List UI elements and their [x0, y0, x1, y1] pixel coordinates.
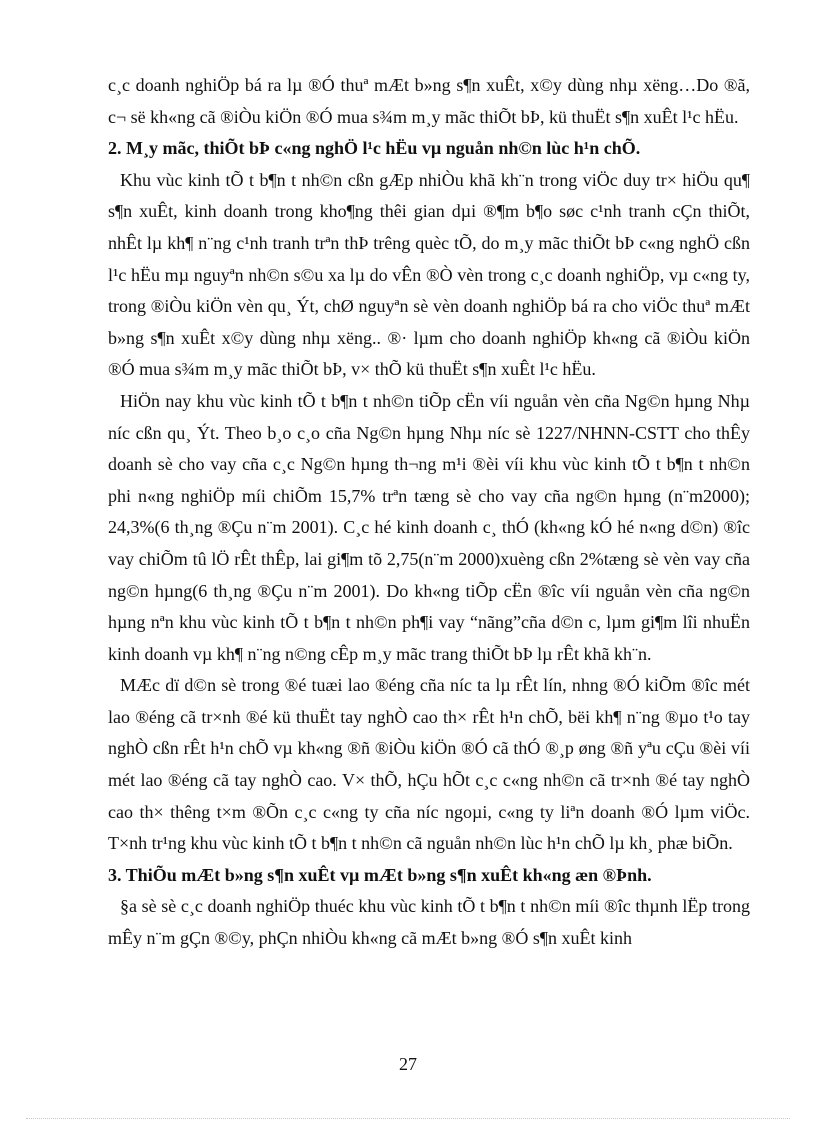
paragraph-machinery: Khu vùc kinh tÕ t b¶n t nh©n cßn gÆp nhiÒu khã kh¨n trong viÖc duy tr× hiÖu qu¶ s¶n xuÊt, kinh doanh trong kho¶ng thêi gian dµi ®¶m b¶o søc c¹nh tranh cÇn thiÕt, nhÊt lµ kh¶ n¨ng c¹nh tranh trªn thÞ trêng quèc tÕ, do m¸y mãc thiÕt bÞ c«ng nghÖ cßn l¹c hËu mµ nguyªn nh©n s©u xa lµ do vÊn ®Ò vèn trong c¸c doanh nghiÖp, vµ c«ng ty, trong ®iÒu kiÖn vèn qu¸ Ýt, chØ nguyªn sè vèn doanh nghiÖp bá ra cho viÖc thuª mÆt b»ng s¶n xuÊt x©y dùng nhµ xëng.. ®· lµm cho doanh nghiÖp kh«ng cã ®iÒu kiÖn ®Ó mua s¾m m¸y mãc thiÕt bÞ, v× thÕ kü thuËt s¶n xuÊt l¹c hËu.	[108, 169, 750, 380]
page-number: 27	[399, 1054, 417, 1074]
page-bottom-divider	[26, 1118, 790, 1119]
paragraph-bank-loans: HiÖn nay khu vùc kinh tÕ t b¶n t nh©n tiÕp cËn víi nguån vèn cña Ng©n hµng Nhµ níc cßn qu¸ Ýt. Theo b¸o c¸o cña Ng©n hµng Nhµ níc sè 1227/NHNN-CSTT cho thÊy doanh sè cho vay cña c¸c Ng©n hµng th¬ng m¹i ®èi víi khu vùc kinh tÕ t b¶n t nh©n phi n«ng nghiÖp míi chiÕm 15,7% trªn tæng sè cho vay cña ng©n hµng (n¨m2000); 24,3%(6 th¸ng ®Çu n¨m 2001). C¸c hé kinh doanh c¸ thÓ (kh«ng kÓ hé n«ng d©n) ®îc vay chiÕm tû lÖ rÊt thÊp, lai gi¶m tõ 2,75(n¨m 2000)xuèng cßn 2%tæng sè vèn vay cña ng©n hµng(6 th¸ng ®Çu n¨m 2001). Do kh«ng tiÕp cËn ®îc víi nguån vèn cña ng©n hµng nªn khu vùc kinh tÕ t b¶n t nh©n ph¶i vay “nãng”cña d©n c, lµm gi¶m lîi nhuËn kinh doanh vµ kh¶ n¨ng n©ng cÊp m¸y mãc trang thiÕt bÞ lµ rÊt khã kh¨n.	[108, 390, 750, 664]
section-heading-2: 2. M¸y mãc, thiÕt bÞ c«ng nghÖ l¹c hËu vµ nguån nh©n lùc h¹n chÕ.	[108, 138, 641, 159]
section-heading-3: 3. ThiÕu mÆt b»ng s¶n xuÊt vµ mÆt b»ng s¶n xuÊt kh«ng æn ®Þnh.	[108, 864, 652, 885]
page-body	[108, 70, 750, 955]
paragraph-premises: §a sè sè c¸c doanh nghiÖp thuéc khu vùc kinh tÕ t b¶n t nh©n míi ®îc thµnh lËp trong mÊy n¨m gÇn ®©y, phÇn nhiÒu kh«ng cã mÆt b»ng ®Ó s¶n xuÊt kinh	[108, 896, 750, 949]
paragraph-continuation: c¸c doanh nghiÖp bá ra lµ ®Ó thuª mÆt b»ng s¶n xuÊt, x©y dùng nhµ xëng…Do ®ã, c¬ së kh«ng cã ®iÒu kiÖn ®Ó mua s¾m m¸y mãc thiÕt bÞ, kü thuËt s¶n xuÊt l¹c hËu.	[108, 75, 750, 127]
paragraph-labor: MÆc dï d©n sè trong ®é tuæi lao ®éng cña níc ta lµ rÊt lín, nhng ®Ó kiÕm ®îc mét lao ®éng cã tr×nh ®é kü thuËt tay nghÒ cao th× rÊt h¹n chÕ, bëi kh¶ n¨ng ®µo t¹o tay nghÒ cßn rÊt h¹n chÕ vµ kh«ng ®ñ ®iÒu kiÖn ®Ó cã thÓ ®¸p øng ®ñ yªu cÇu ®èi víi mét lao ®éng cã tay nghÒ cao. V× thÕ, hÇu hÕt c¸c c«ng nh©n cã tr×nh ®é tay nghÒ cao th× thêng t×m ®Õn c¸c c«ng ty cña níc ngoµi, c«ng ty liªn doanh ®Ó lµm viÖc. T×nh tr¹ng khu vùc kinh tÕ t b¶n t nh©n cã nguån nh©n lùc h¹n chÕ lµ kh¸ phæ biÕn.	[108, 675, 750, 854]
